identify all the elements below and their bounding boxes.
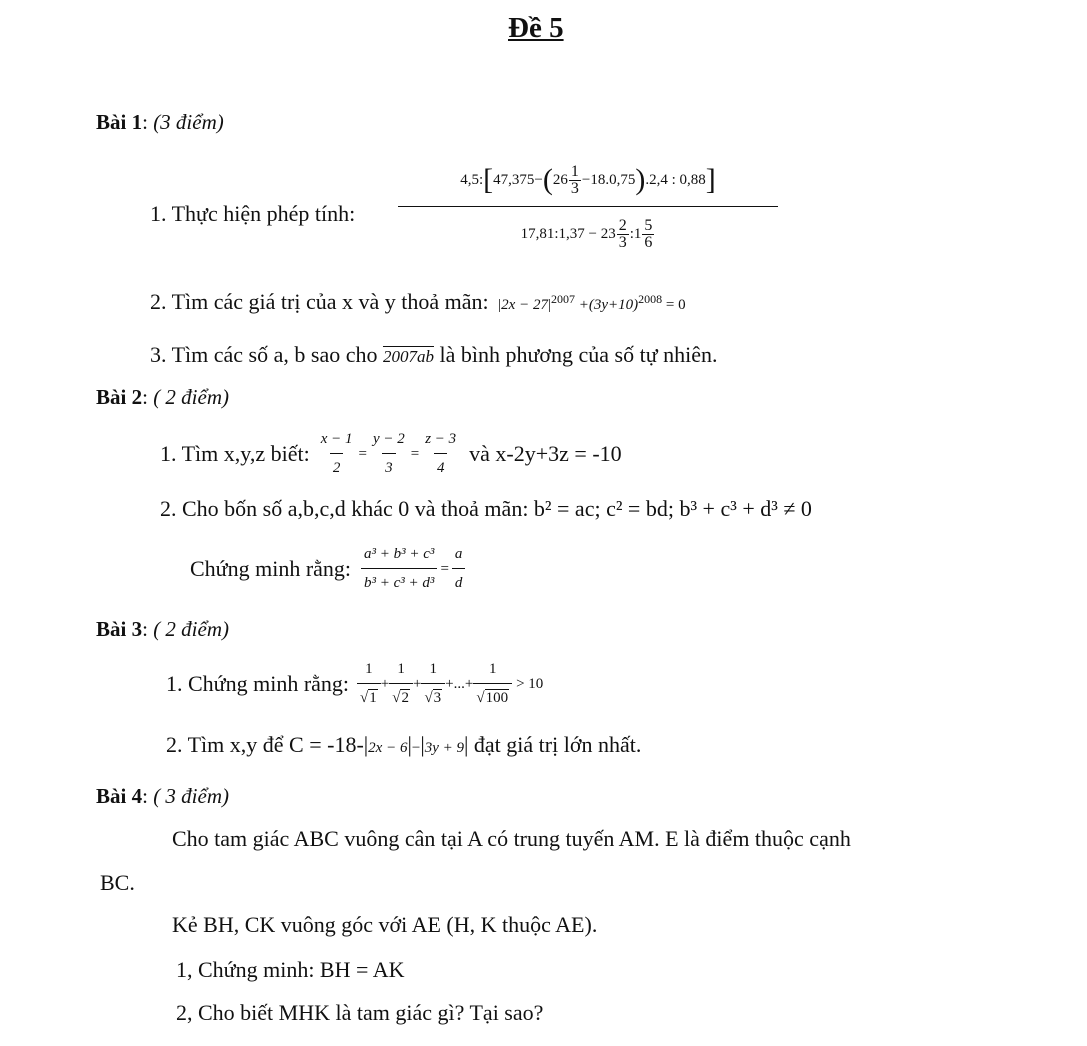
bai3-heading: Bài 3: ( 2 điểm) (96, 617, 229, 641)
bai4-line4: 1, Chứng minh: BH = AK (176, 957, 405, 982)
bai3-points: ( 2 điểm) (153, 617, 229, 641)
bai1-q1-denominator: 17,81:1,37 − 23 $\frac{2}{3}$ :1 $\frac{5}{6}$ (520, 216, 653, 251)
bai4-points: ( 3 điểm) (153, 784, 229, 808)
bai1-q3: 3. Tìm các số a, b sao cho 2007ab là bình phương của số tự nhiên. (150, 342, 718, 367)
bai2-heading: Bài 2: ( 2 điểm) (96, 385, 229, 409)
bai4-line2: BC. (100, 870, 135, 895)
bai2-points: ( 2 điểm) (153, 385, 229, 409)
bai4-title: Bài 4 (96, 784, 143, 808)
bai4-line3: Kẻ BH, CK vuông góc với AE (H, K thuộc AE). (172, 912, 598, 937)
bai1-q2-label: 2. Tìm các giá trị của x và y thoả mãn: (150, 289, 489, 314)
bai1-q1-fraction (398, 158, 778, 257)
bai3-title: Bài 3 (96, 617, 143, 641)
bai4-line5: 2, Cho biết MHK là tam giác gì? Tại sao? (176, 1000, 544, 1025)
bai1-q2 (150, 289, 686, 318)
bai4-heading: Bài 4: ( 3 điểm) (96, 784, 229, 808)
bai1-q2-expr: $|2x - 27|^{2007} +(3y+10)^{2008} = 0$ (498, 292, 686, 313)
bai4-line1: Cho tam giác ABC vuông cân tại A có trung tuyến AM. E là điểm thuộc cạnh (172, 826, 851, 851)
bai1-q1-label: 1. Thực hiện phép tính: (150, 201, 356, 226)
bai1-heading: Bài 1: (3 điểm) (96, 110, 224, 134)
bai1-points: (3 điểm) (153, 110, 224, 134)
bai3-q1: 1. Chứng minh rằng: $\frac{1}{√1}$ + $\frac{1}{√2}$ + $\frac{1}{√3}$ +...+ $\frac{1}{√100}$ > 10 (166, 656, 543, 711)
bai3-q2: 2. Tìm x,y để C = -18-|2x − 6|−|3y + 9| đạt giá trị lớn nhất. (166, 732, 642, 757)
page-title: Đề 5 (508, 12, 564, 44)
bai1-q1-numerator: 4,5: [ 47,375− ( 26 $\frac{1}{3}$ −18.0,75 ) .2,4 : 0,88 ] (398, 158, 778, 207)
bai2-q1: 1. Tìm x,y,z biết: $\frac{x - 1}{2}$ = $\frac{y - 2}{3}$ = $\frac{z - 3}{4}$ và x-2y+3z = -10 (160, 426, 622, 481)
bai1-q3-number: 2007ab (382, 347, 434, 366)
bai2-q2-prove: Chứng minh rằng: $\frac{\text{a³ + b³ + c³}}{\text{b³ + c³ + d³}}$ = $\frac{a}{d}$ (190, 541, 465, 596)
bai2-title: Bài 2 (96, 385, 143, 409)
bai1-title: Bài 1 (96, 110, 143, 134)
bai2-q2: 2. Cho bốn số a,b,c,d khác 0 và thoả mãn: b² = ac; c² = bd; b³ + c³ + d³ ≠ 0 (160, 496, 812, 521)
